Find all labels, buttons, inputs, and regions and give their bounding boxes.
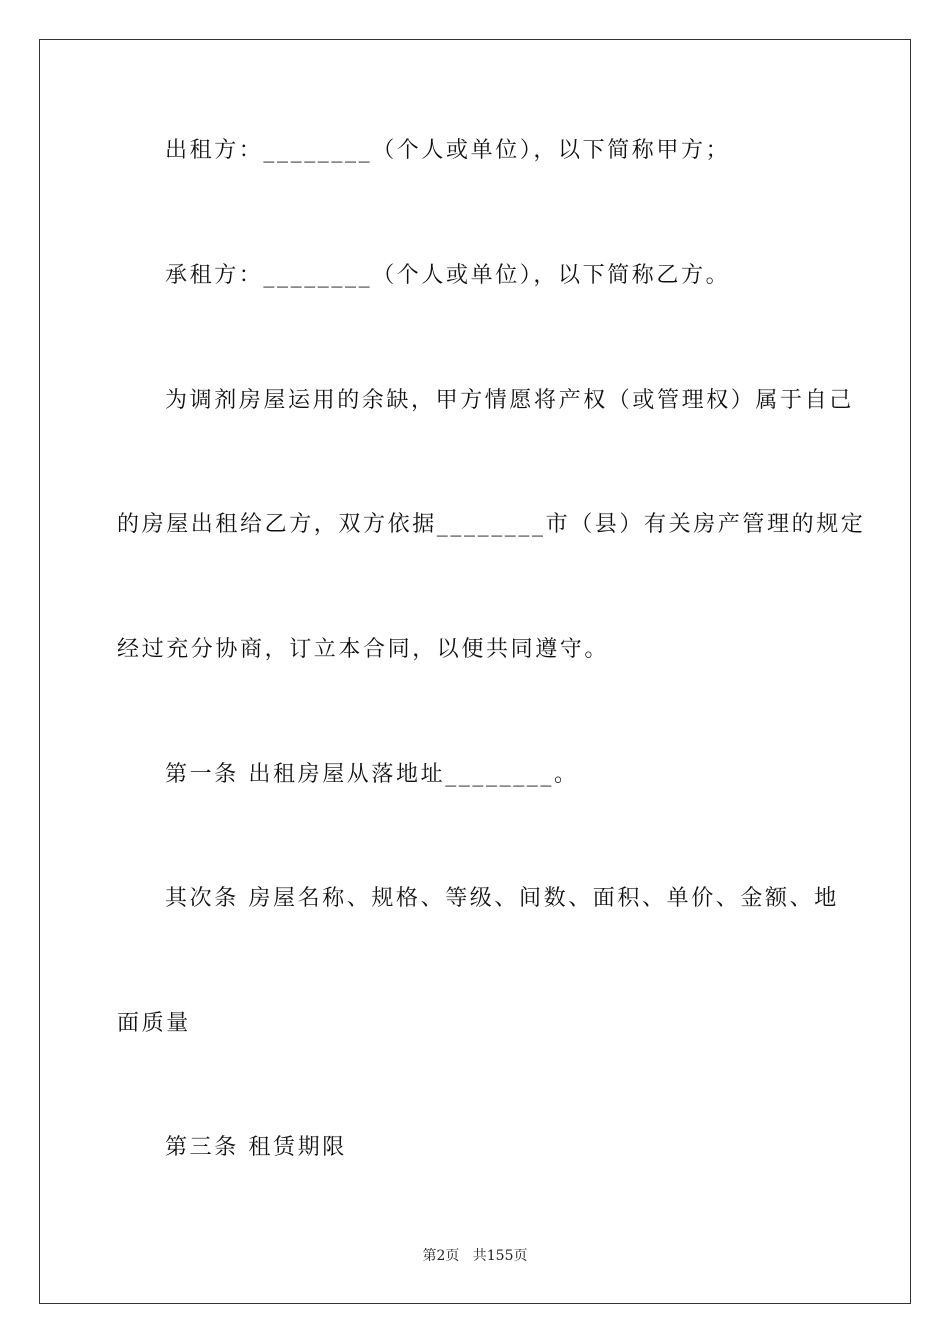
paragraph-purpose-line-3: 经过充分协商，订立本合同，以便共同遵守。 bbox=[117, 637, 610, 662]
paragraph-lessee: 承租方：________（个人或单位），以下简称乙方。 bbox=[165, 263, 731, 288]
page-border bbox=[39, 39, 911, 1304]
page-footer bbox=[0, 1246, 950, 1266]
article-2-line-1: 其次条 房屋名称、规格、等级、间数、面积、单价、金额、地 bbox=[165, 886, 839, 911]
paragraph-lessor: 出租方：________（个人或单位），以下简称甲方； bbox=[165, 138, 731, 163]
paragraph-purpose-line-2: 的房屋出租给乙方，双方依据________市（县）有关房产管理的规定 bbox=[117, 512, 866, 537]
page-total: 共155页 bbox=[472, 1248, 528, 1264]
article-2-line-2: 面质量 bbox=[117, 1011, 191, 1036]
page-number: 第2页 bbox=[422, 1248, 460, 1264]
article-3: 第三条 租赁期限 bbox=[165, 1135, 347, 1160]
article-1: 第一条 出租房屋从落地址________。 bbox=[165, 762, 579, 787]
paragraph-purpose-line-1: 为调剂房屋运用的余缺，甲方情愿将产权（或管理权）属于自己 bbox=[165, 388, 854, 413]
